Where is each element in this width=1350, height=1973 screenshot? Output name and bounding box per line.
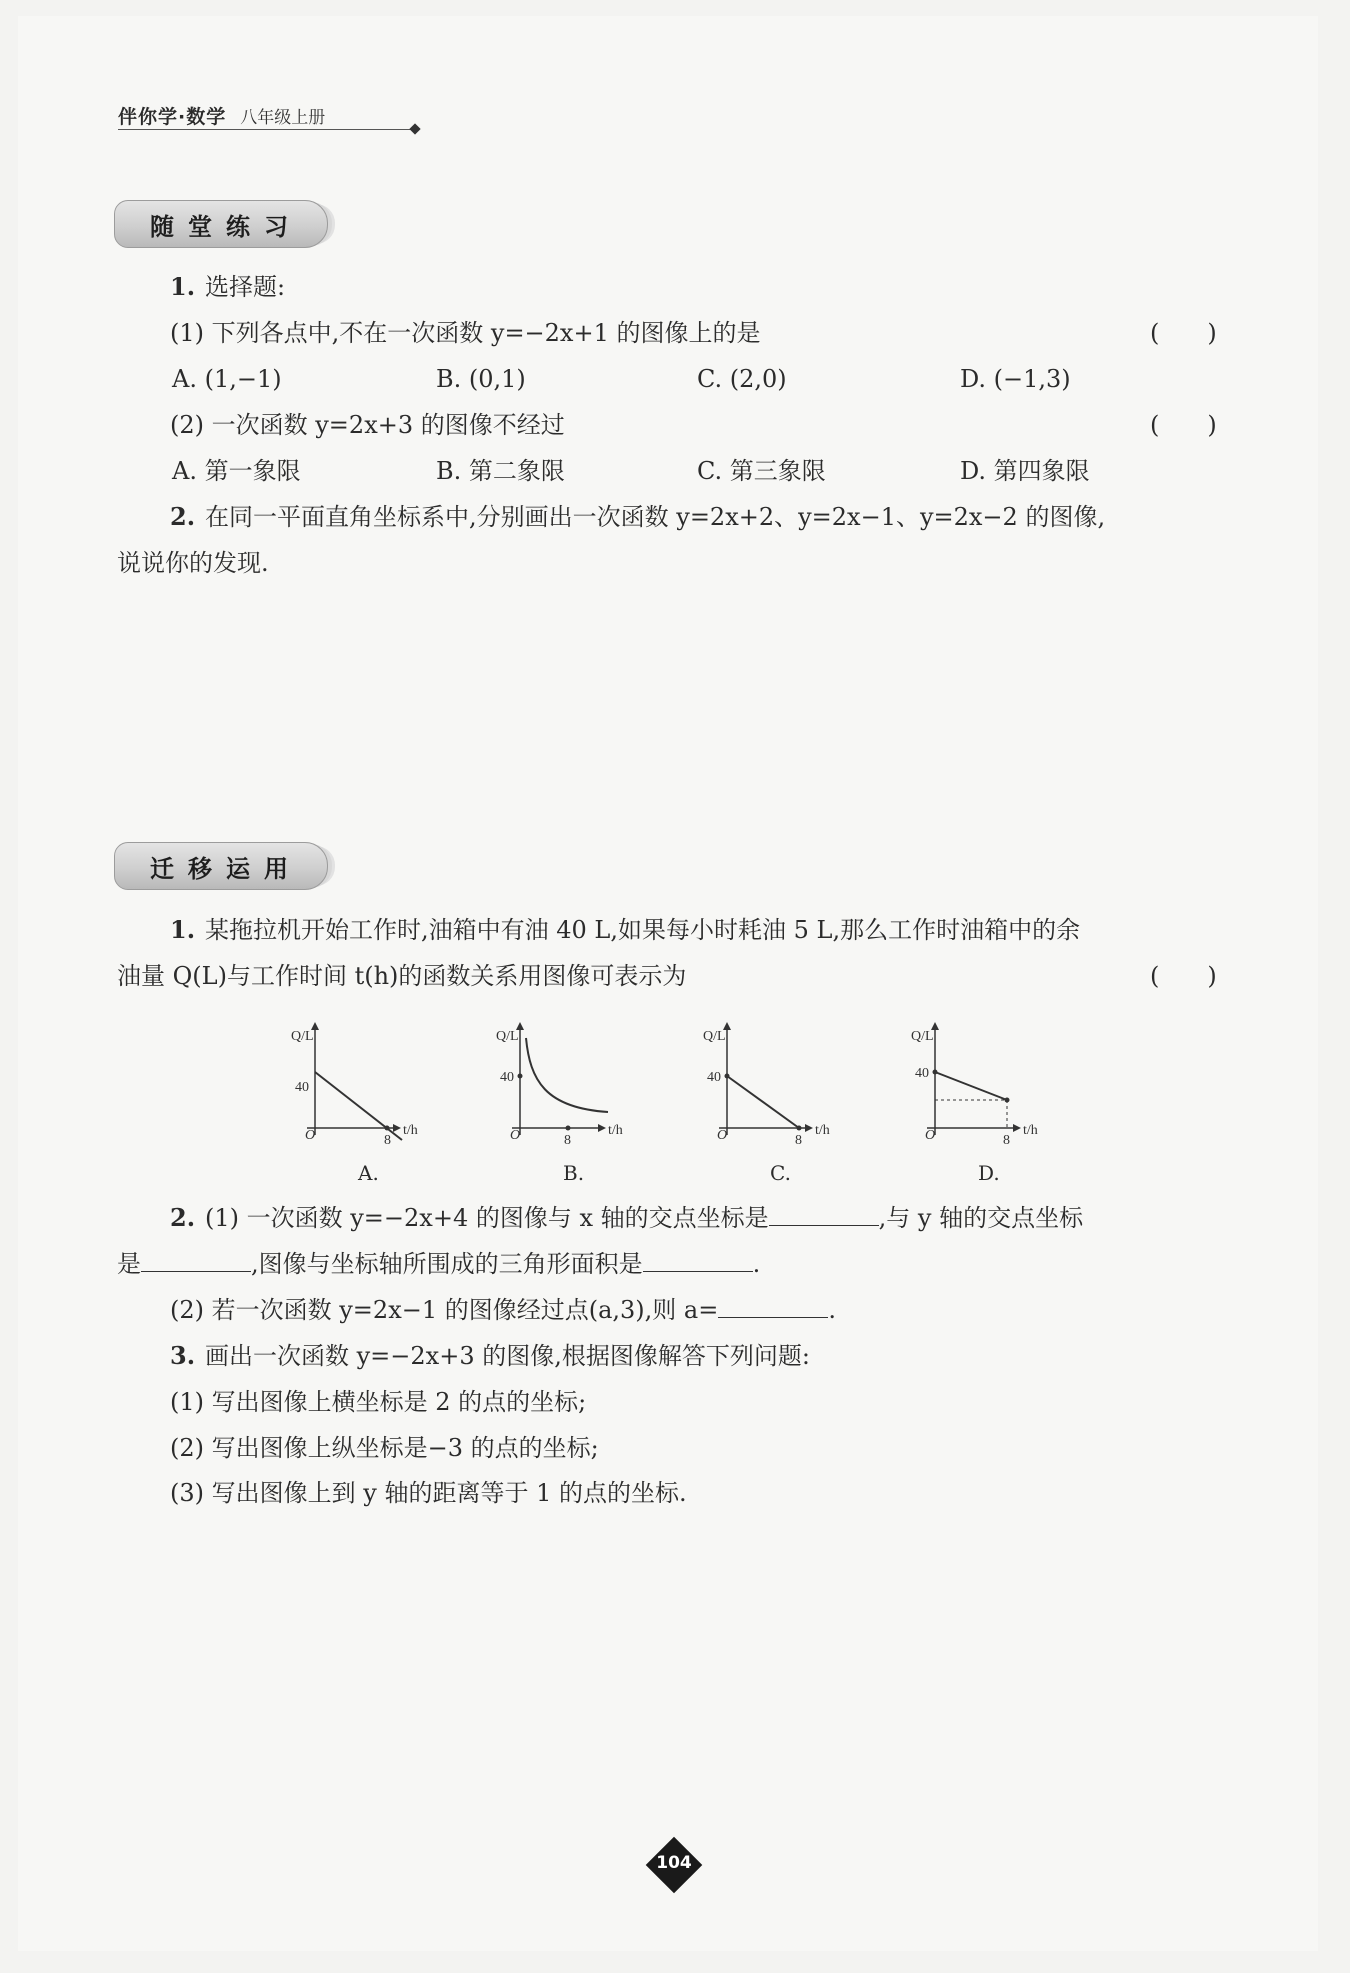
- practice-q2-line1: 在同一平面直角坐标系中,分别画出一次函数 y=2x+2、y=2x−1、y=2x−2 的图像,: [205, 503, 1106, 531]
- transfer-q2-2-text: (2) 若一次函数 y=2x−1 的图像经过点(a,3),则 a=: [170, 1296, 719, 1324]
- transfer-q2-1-line1: [205, 1203, 1083, 1233]
- practice-q1-2-option-c: C. 第三象限: [697, 457, 826, 485]
- transfer-q2-number: 2.: [170, 1203, 196, 1232]
- graph-c-x-arrow-icon: [805, 1124, 813, 1132]
- practice-q1-2-option-a: A. 第一象限: [172, 457, 301, 485]
- graph-b-origin: O: [510, 1128, 521, 1143]
- transfer-q2-1-line2: [117, 1249, 760, 1279]
- practice-q1-1-option-b: B. (0,1): [436, 365, 526, 393]
- section-practice-title: 随堂练习: [114, 200, 328, 248]
- graph-b-xlabel: t/h: [608, 1123, 623, 1138]
- graph-a: [285, 1020, 445, 1185]
- transfer-q3-text: 画出一次函数 y=−2x+3 的图像,根据图像解答下列问题:: [205, 1342, 810, 1370]
- practice-q2-line2: 说说你的发现.: [117, 549, 269, 577]
- transfer-q3-number: 3.: [170, 1341, 196, 1370]
- practice-q1-1-option-d: D. (−1,3): [960, 365, 1071, 393]
- practice-q1-1-text: (1) 下列各点中,不在一次函数 y=−2x+1 的图像上的是: [170, 319, 761, 347]
- answer-blank-a-value[interactable]: [718, 1295, 828, 1318]
- graph-d-segment: [935, 1072, 1007, 1100]
- graph-d-x-tick: 8: [1003, 1133, 1010, 1148]
- graph-d: [905, 1020, 1065, 1185]
- graph-d-letter: D.: [978, 1161, 1000, 1185]
- graph-d-svg: [905, 1020, 1065, 1148]
- transfer-q2-1-text-a: (1) 一次函数 y=−2x+4 的图像与 x 轴的交点坐标是: [205, 1204, 769, 1232]
- practice-q1-2-option-d: D. 第四象限: [960, 457, 1090, 485]
- transfer-q1-line1: 某拖拉机开始工作时,油箱中有油 40 L,如果每小时耗油 5 L,那么工作时油箱中的余: [205, 916, 1081, 944]
- practice-q1-2-option-b: B. 第二象限: [436, 457, 565, 485]
- graph-c-end-dot: [797, 1126, 802, 1131]
- transfer-q1-number: 1.: [170, 915, 196, 944]
- graph-b: [490, 1020, 650, 1185]
- graph-c-origin: O: [717, 1128, 728, 1143]
- graph-c-letter: C.: [770, 1161, 791, 1185]
- practice-q1-1-answer-paren: ( ): [1150, 319, 1217, 347]
- graph-a-letter: A.: [358, 1161, 379, 1185]
- graph-a-ylabel: Q/L: [291, 1029, 314, 1044]
- graph-d-end-dot: [1005, 1098, 1010, 1103]
- graph-b-ylabel: Q/L: [496, 1029, 519, 1044]
- graph-d-x-arrow-icon: [1013, 1124, 1021, 1132]
- transfer-q2-1-text-d: ,图像与坐标轴所围成的三角形面积是: [251, 1250, 643, 1278]
- graph-d-origin: O: [925, 1128, 936, 1143]
- graph-b-curve: [526, 1038, 608, 1112]
- answer-blank-area[interactable]: [643, 1249, 753, 1272]
- graph-a-x-arrow-icon: [393, 1124, 401, 1132]
- practice-q1-2-answer-paren: ( ): [1150, 411, 1217, 439]
- graph-a-xlabel: t/h: [403, 1123, 418, 1138]
- practice-q1-2-text: (2) 一次函数 y=2x+3 的图像不经过: [170, 411, 565, 439]
- practice-q1-1-option-a: A. (1,−1): [172, 365, 282, 393]
- graph-c-xlabel: t/h: [815, 1123, 830, 1138]
- graph-b-x-tick-dot: [566, 1126, 571, 1131]
- graph-a-origin: O: [305, 1128, 316, 1143]
- practice-q1-text: 选择题:: [205, 273, 286, 301]
- answer-blank-x-intercept[interactable]: [769, 1203, 879, 1226]
- graph-a-x-tick: 8: [384, 1133, 391, 1148]
- graph-a-x-intercept-dot: [385, 1126, 390, 1131]
- graph-c: [697, 1020, 857, 1185]
- graph-a-y-tick: 40: [295, 1080, 309, 1095]
- graph-c-start-dot: [725, 1074, 730, 1079]
- page-number: 104: [656, 1853, 692, 1873]
- transfer-q2-1-period: .: [752, 1250, 761, 1278]
- transfer-q2-2-line: [170, 1295, 836, 1325]
- transfer-q1-answer-paren: ( ): [1150, 962, 1217, 990]
- graph-d-y-tick: 40: [915, 1066, 929, 1081]
- graph-b-y-tick-dot: [518, 1074, 523, 1079]
- graph-b-letter: B.: [563, 1161, 585, 1185]
- graph-b-x-arrow-icon: [598, 1124, 606, 1132]
- graph-c-ylabel: Q/L: [703, 1029, 726, 1044]
- transfer-q2-1-text-b: ,与 y 轴的交点坐标: [878, 1204, 1084, 1232]
- practice-q1-number: 1.: [170, 272, 196, 301]
- graph-a-svg: [285, 1020, 445, 1148]
- book-title: 伴你学·数学: [118, 106, 227, 128]
- grade-label: 八年级上册: [240, 108, 326, 128]
- header-rule: [118, 129, 416, 130]
- practice-q2-number: 2.: [170, 502, 196, 531]
- transfer-q3-1: (1) 写出图像上横坐标是 2 的点的坐标;: [170, 1388, 587, 1416]
- graph-d-xlabel: t/h: [1023, 1123, 1038, 1138]
- transfer-q2-2-period: .: [828, 1296, 836, 1324]
- transfer-q3-3: (3) 写出图像上到 y 轴的距离等于 1 的点的坐标.: [170, 1479, 687, 1507]
- graph-d-ylabel: Q/L: [911, 1029, 934, 1044]
- section-transfer-title: 迁移运用: [114, 842, 328, 890]
- transfer-q1-line2: 油量 Q(L)与工作时间 t(h)的函数关系用图像可表示为: [117, 962, 687, 990]
- transfer-q3-2: (2) 写出图像上纵坐标是−3 的点的坐标;: [170, 1434, 599, 1462]
- running-header: [118, 102, 325, 132]
- graph-c-segment: [727, 1076, 799, 1128]
- graph-c-x-tick: 8: [795, 1133, 802, 1148]
- graph-c-y-tick: 40: [707, 1070, 721, 1085]
- transfer-q2-1-text-c: 是: [117, 1250, 141, 1278]
- graph-b-y-tick: 40: [500, 1070, 514, 1085]
- graph-b-x-tick: 8: [564, 1133, 571, 1148]
- answer-blank-y-intercept[interactable]: [141, 1249, 251, 1272]
- graph-b-svg: [490, 1020, 650, 1148]
- graph-a-line: [315, 1072, 402, 1140]
- practice-q1-1-option-c: C. (2,0): [697, 365, 787, 393]
- graph-d-start-dot: [933, 1070, 938, 1075]
- graph-c-svg: [697, 1020, 857, 1148]
